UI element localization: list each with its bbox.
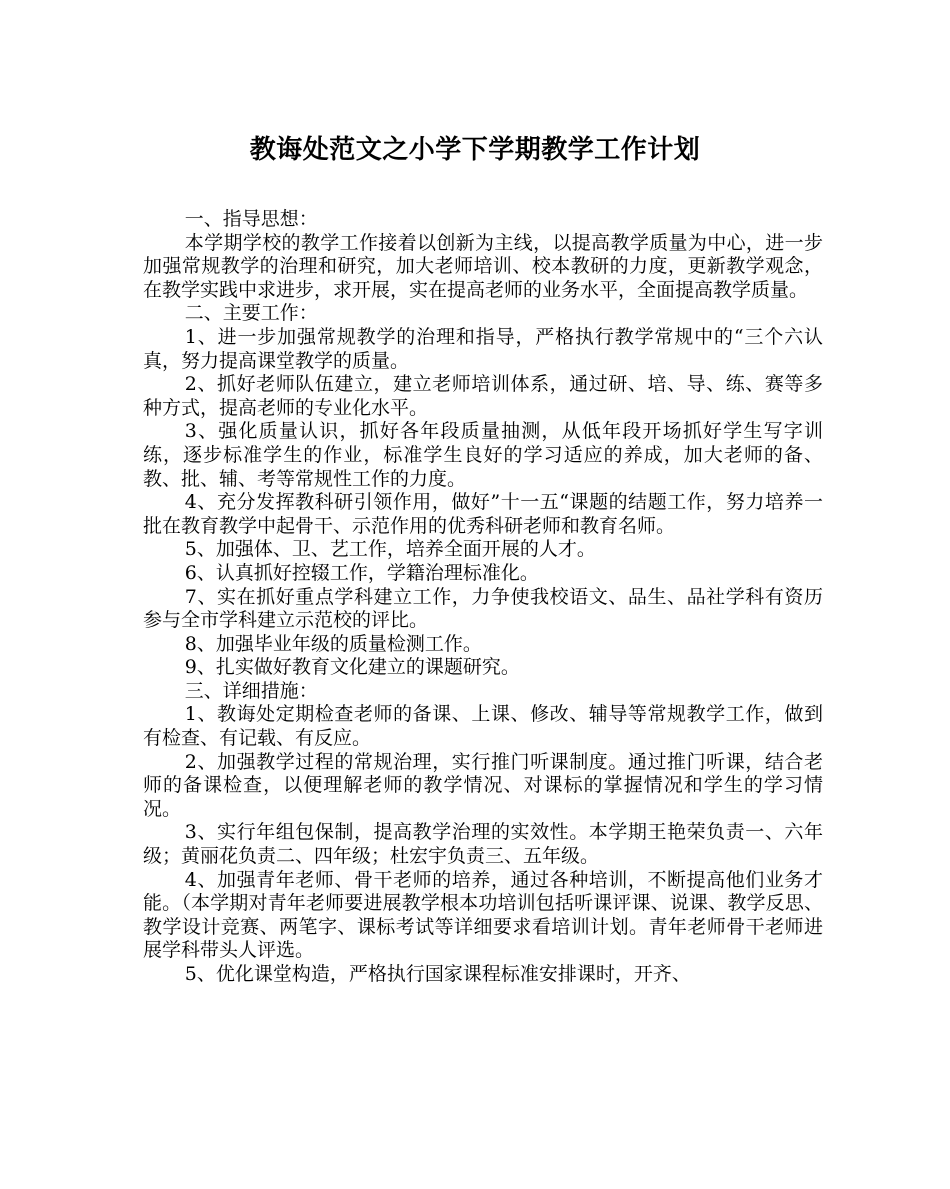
section-heading-guiding-thought: 一、指导思想： [184, 208, 318, 230]
list-item: 3、强化质量认识，抓好各年段质量抽测，从低年段开场抓好学生写字训练，逐步标准学生的作业，标准学生良好的学习适应的养成，加大老师的备、教、批、辅、考等常规性工作的力度。 [143, 420, 823, 490]
list-item: 2、加强教学过程的常规治理，实行推门听课制度。通过推门听课，结合老师的备课检查，以便理解老师的教学情况、对课标的掌握情况和学生的学习情况。 [143, 750, 823, 820]
list-item: 1、教诲处定期检查老师的备课、上课、修改、辅导等常规教学工作，做到有检查、有记载、有反应。 [143, 703, 823, 750]
list-item: 5、加强体、卫、艺工作，培养全面开展的人才。 [184, 538, 596, 561]
section-heading-main-work: 二、主要工作： [184, 302, 318, 325]
list-item: 4、充分发挥教科研引领作用，做好”十一五“课题的结题工作，努力培养一批在教育教学中起骨干、示范作用的优秀科研老师和教育名师。 [143, 491, 823, 537]
section-heading-measures: 三、详细措施： [184, 679, 318, 702]
document-body [143, 208, 823, 987]
list-item: 9、扎实做好教育文化建立的课题研究。 [184, 656, 520, 679]
list-item: 3、实行年组包保制，提高教学治理的实效性。本学期王艳荣负责一、六年级；黄丽花负责二、四年级；杜宏宇负责三、五年级。 [143, 821, 823, 868]
paragraph: 本学期学校的教学工作接着以创新为主线，以提高教学质量为中心，进一步加强常规教学的治理和研究，加大老师培训、校本教研的力度，更新教学观念，在教学实践中求进步，求开展，实在提高老师的业务水平，全面提高教学质量。 [143, 231, 823, 301]
list-item: 7、实在抓好重点学科建立工作，力争使我校语文、品生、品社学科有资历参与全市学科建立示范校的评比。 [143, 585, 823, 632]
list-item: 5、优化课堂构造，严格执行国家课程标准安排课时，开齐、 [184, 963, 691, 985]
list-item: 2、抓好老师队伍建立，建立老师培训体系，通过研、培、导、练、赛等多种方式，提高老师的专业化水平。 [143, 373, 823, 419]
list-item: 1、进一步加强常规教学的治理和指导，严格执行教学常规中的“三个六认真，努力提高课堂教学的质量。 [143, 325, 823, 372]
list-item: 8、加强毕业年级的质量检测工作。 [184, 632, 482, 655]
document-title: 教诲处范文之小学下学期教学工作计划 [249, 135, 701, 165]
list-item: 4、加强青年老师、骨干老师的培养，通过各种培训，不断提高他们业务才能。（本学期对青年老师要进展教学根本功培训包括听课评课、说课、教学反思、教学设计竞赛、两笔字、课标考试等详细要求看培训计划。青年老师骨干老师进展学科带头人评选。 [143, 868, 823, 962]
list-item: 6、认真抓好控辍工作，学籍治理标准化。 [184, 561, 539, 584]
